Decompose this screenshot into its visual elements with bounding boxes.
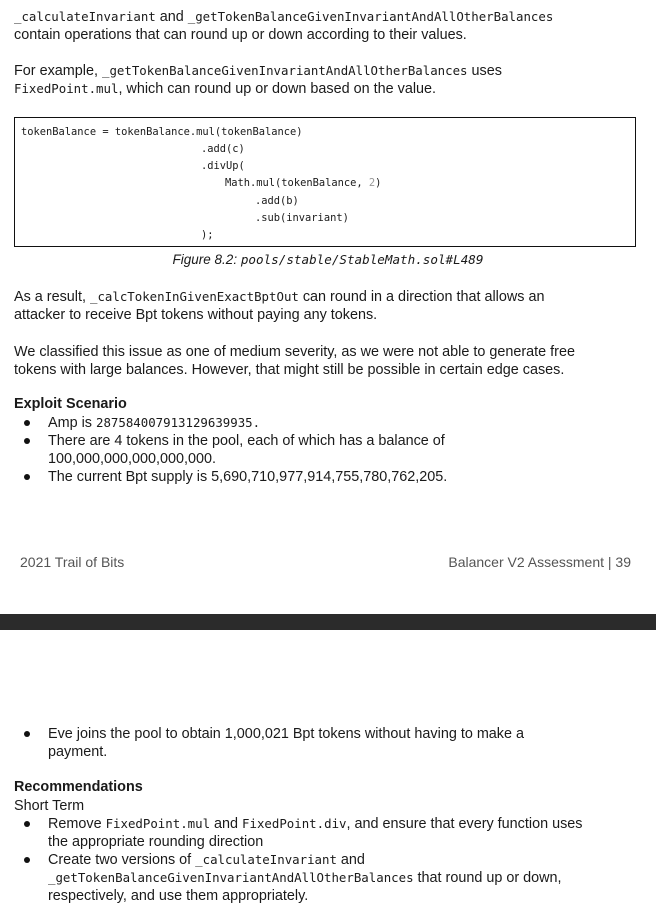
- text: 100,000,000,000,000,000.: [48, 451, 217, 467]
- code-line: );: [201, 229, 214, 241]
- text: attacker to receive Bpt tokens without paying any tokens.: [14, 307, 378, 323]
- inline-code: _getTokenBalanceGivenInvariantAndAllOtherBalances: [48, 870, 414, 885]
- inline-code: _calculateInvariant: [14, 9, 156, 24]
- list-item: [0, 851, 656, 905]
- list-item: [0, 432, 656, 468]
- short-term-label: [14, 797, 642, 815]
- text: As a result,: [14, 289, 90, 305]
- caption-text: Figure 8.2:: [172, 252, 241, 267]
- list-item: [0, 815, 656, 851]
- code-line: .add(b): [255, 195, 299, 207]
- inline-code: _getTokenBalanceGivenInvariantAndAllOtherBalances: [101, 63, 468, 78]
- text: Create two versions of: [48, 852, 196, 868]
- inline-code: FixedPoint.mul: [14, 81, 119, 96]
- footer-left: 2021 Trail of Bits: [20, 554, 125, 570]
- text: uses: [467, 63, 502, 79]
- text: tokens with large balances. However, that might still be possible in certain edge cases.: [14, 362, 565, 378]
- exploit-list: [0, 414, 656, 486]
- code-line: tokenBalance = tokenBalance.mul(tokenBalance): [21, 126, 303, 138]
- code-text: Math.mul(tokenBalance,: [225, 177, 369, 189]
- inline-code: 287584007913129639935.: [95, 415, 261, 430]
- text: There are 4 tokens in the pool, each of which has a balance of: [48, 433, 445, 449]
- list-item: [0, 725, 656, 761]
- result-paragraph: [14, 288, 642, 324]
- inline-code: FixedPoint.div: [242, 816, 347, 831]
- intro-paragraph: [14, 8, 642, 44]
- text: contain operations that can round up or down according to their values.: [14, 27, 467, 43]
- code-line: [225, 177, 381, 190]
- code-line: .add(c): [201, 143, 245, 155]
- list-item: [0, 414, 656, 432]
- text: For example,: [14, 63, 102, 79]
- text: and: [210, 816, 243, 832]
- text: We classified this issue as one of medium severity, as we were not able to generate free: [14, 344, 575, 360]
- recommendations-list: [0, 815, 656, 905]
- example-paragraph: [14, 62, 642, 98]
- text: , and ensure that every function uses: [346, 816, 583, 832]
- footer-right: Balancer V2 Assessment | 39: [448, 554, 631, 570]
- text: Amp is: [48, 415, 96, 431]
- code-block: [14, 117, 636, 247]
- code-number: 2: [368, 177, 376, 189]
- exploit-list-continued: [0, 725, 656, 761]
- code-line: .sub(invariant): [255, 212, 349, 224]
- text: The current Bpt supply is 5,690,710,977,914,755,780,762,205.: [48, 469, 448, 485]
- text: and: [336, 852, 365, 868]
- text: respectively, and use them appropriately.: [48, 888, 309, 904]
- code-text: ): [375, 177, 382, 189]
- text: , which can round up or down based on the value.: [118, 81, 437, 97]
- text: Short Term: [14, 798, 85, 814]
- inline-code: _getTokenBalanceGivenInvariantAndAllOtherBalances: [187, 9, 554, 24]
- inline-code: FixedPoint.mul: [105, 816, 211, 831]
- document-page-2: [0, 630, 656, 916]
- text: the appropriate rounding direction: [48, 834, 264, 850]
- inline-code: _calculateInvariant: [195, 852, 337, 867]
- code-line: .divUp(: [201, 160, 245, 172]
- inline-code: _calcTokenInGivenExactBptOut: [89, 289, 299, 304]
- exploit-scenario-heading: Exploit Scenario: [14, 396, 127, 412]
- severity-paragraph: [14, 343, 642, 379]
- figure-caption: [0, 252, 656, 267]
- recommendations-heading: Recommendations: [14, 779, 143, 795]
- text: that round up or down,: [413, 870, 562, 886]
- text: Eve joins the pool to obtain 1,000,021 Bpt tokens without having to make a: [48, 726, 525, 742]
- text: payment.: [48, 744, 108, 760]
- caption-code: pools/stable/StableMath.sol#L489: [240, 252, 484, 267]
- text: can round in a direction that allows an: [298, 289, 545, 305]
- text: Remove: [48, 816, 106, 832]
- list-item: [0, 468, 656, 486]
- text: and: [155, 9, 188, 25]
- page-separator: [0, 614, 656, 630]
